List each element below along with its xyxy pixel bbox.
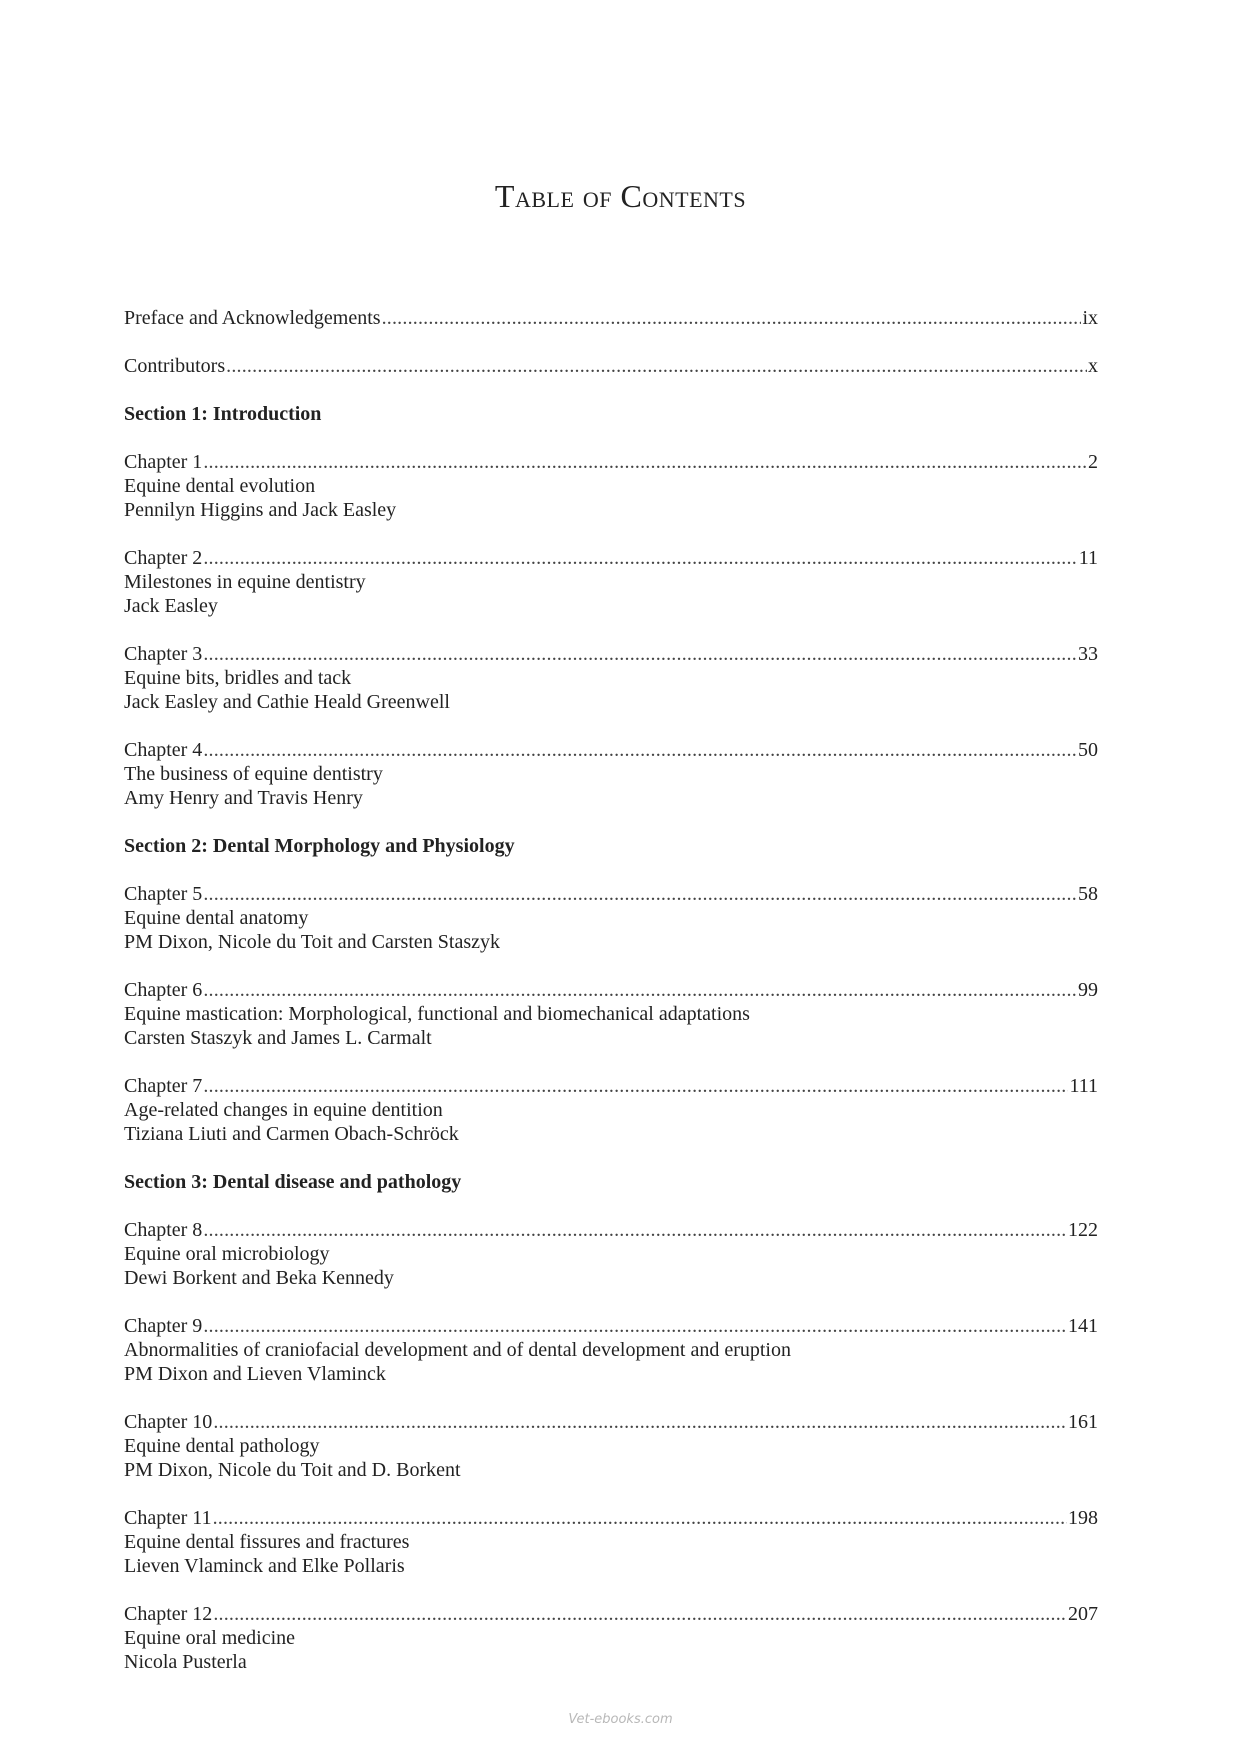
dot-leader — [203, 738, 1077, 762]
toc-chapter-2[interactable] — [124, 546, 1098, 618]
section-heading: Section 1: Introduction — [124, 403, 322, 425]
section-heading: Section 2: Dental Morphology and Physiology — [124, 835, 515, 857]
dot-leader — [203, 450, 1087, 474]
chapter-label: Chapter 11 — [124, 1507, 212, 1529]
toc-chapter-12[interactable] — [124, 1602, 1098, 1674]
page-number: 207 — [1068, 1603, 1098, 1625]
section-heading: Section 3: Dental disease and pathology — [124, 1171, 462, 1193]
chapter-title: Abnormalities of craniofacial development and of dental development and eruption — [124, 1339, 791, 1361]
chapter-authors: Lieven Vlaminck and Elke Pollaris — [124, 1555, 405, 1577]
page-number: 141 — [1068, 1315, 1098, 1337]
dot-leader — [203, 1314, 1067, 1338]
chapter-title: Milestones in equine dentistry — [124, 571, 366, 593]
toc-chapter-7[interactable] — [124, 1074, 1098, 1146]
chapter-label: Chapter 9 — [124, 1315, 203, 1337]
chapter-title: Equine dental evolution — [124, 475, 316, 497]
chapter-label: Chapter 5 — [124, 883, 203, 905]
toc-chapter-4[interactable] — [124, 738, 1098, 810]
dot-leader — [226, 354, 1087, 378]
page-number: 122 — [1068, 1219, 1098, 1241]
chapter-label: Chapter 2 — [124, 547, 203, 569]
dot-leader — [213, 1506, 1067, 1530]
chapter-title: The business of equine dentistry — [124, 763, 383, 785]
chapter-authors: PM Dixon, Nicole du Toit and Carsten Staszyk — [124, 931, 500, 953]
toc-chapter-3[interactable] — [124, 642, 1098, 714]
chapter-title: Equine dental pathology — [124, 1435, 320, 1457]
page-number: 198 — [1068, 1507, 1098, 1529]
page-number: 58 — [1078, 883, 1098, 905]
chapter-authors: PM Dixon, Nicole du Toit and D. Borkent — [124, 1459, 461, 1481]
chapter-label: Chapter 4 — [124, 739, 203, 761]
entry-label: Contributors — [124, 355, 226, 377]
page-number: 11 — [1078, 547, 1098, 569]
page-number: 33 — [1078, 643, 1098, 665]
toc-chapter-8[interactable] — [124, 1218, 1098, 1290]
chapter-label: Chapter 8 — [124, 1219, 203, 1241]
chapter-authors: PM Dixon and Lieven Vlaminck — [124, 1363, 386, 1385]
dot-leader — [203, 1218, 1067, 1242]
chapter-authors: Nicola Pusterla — [124, 1651, 247, 1673]
table-of-contents — [124, 306, 1098, 1698]
dot-leader — [213, 1410, 1067, 1434]
chapter-authors: Carsten Staszyk and James L. Carmalt — [124, 1027, 432, 1049]
chapter-label: Chapter 7 — [124, 1075, 203, 1097]
chapter-label: Chapter 1 — [124, 451, 203, 473]
page-number: 111 — [1069, 1075, 1098, 1097]
dot-leader — [213, 1602, 1067, 1626]
chapter-authors: Dewi Borkent and Beka Kennedy — [124, 1267, 394, 1289]
chapter-authors: Tiziana Liuti and Carmen Obach-Schröck — [124, 1123, 459, 1145]
chapter-title: Equine bits, bridles and tack — [124, 667, 352, 689]
chapter-authors: Jack Easley and Cathie Heald Greenwell — [124, 691, 450, 713]
entry-label: Preface and Acknowledgements — [124, 307, 381, 329]
toc-chapter-9[interactable] — [124, 1314, 1098, 1386]
watermark-logo: Vet-ebooks.com — [568, 1712, 673, 1727]
page-number: 161 — [1068, 1411, 1098, 1433]
chapter-title: Equine mastication: Morphological, functional and biomechanical adaptations — [124, 1003, 750, 1025]
toc-entry-contributors[interactable] — [124, 354, 1098, 378]
chapter-authors: Pennilyn Higgins and Jack Easley — [124, 499, 397, 521]
dot-leader — [203, 1074, 1068, 1098]
dot-leader — [203, 642, 1077, 666]
page-number: 99 — [1078, 979, 1098, 1001]
chapter-label: Chapter 12 — [124, 1603, 213, 1625]
chapter-title: Equine oral medicine — [124, 1627, 296, 1649]
toc-chapter-5[interactable] — [124, 882, 1098, 954]
page-number: ix — [1082, 307, 1098, 329]
chapter-label: Chapter 3 — [124, 643, 203, 665]
toc-chapter-10[interactable] — [124, 1410, 1098, 1482]
chapter-authors: Jack Easley — [124, 595, 218, 617]
page-number: x — [1088, 355, 1098, 377]
chapter-label: Chapter 6 — [124, 979, 203, 1001]
toc-chapter-6[interactable] — [124, 978, 1098, 1050]
chapter-authors: Amy Henry and Travis Henry — [124, 787, 363, 809]
toc-chapter-11[interactable] — [124, 1506, 1098, 1578]
chapter-label: Chapter 10 — [124, 1411, 213, 1433]
toc-entry-preface[interactable] — [124, 306, 1098, 330]
chapter-title: Age-related changes in equine dentition — [124, 1099, 443, 1121]
toc-chapter-1[interactable] — [124, 450, 1098, 522]
page-number: 50 — [1078, 739, 1098, 761]
chapter-title: Equine oral microbiology — [124, 1243, 330, 1265]
dot-leader — [203, 546, 1077, 570]
dot-leader — [382, 306, 1082, 330]
page-title: Table of Contents — [494, 178, 747, 214]
dot-leader — [203, 978, 1077, 1002]
chapter-title: Equine dental anatomy — [124, 907, 309, 929]
dot-leader — [203, 882, 1077, 906]
chapter-title: Equine dental fissures and fractures — [124, 1531, 410, 1553]
page-number: 2 — [1088, 451, 1098, 473]
